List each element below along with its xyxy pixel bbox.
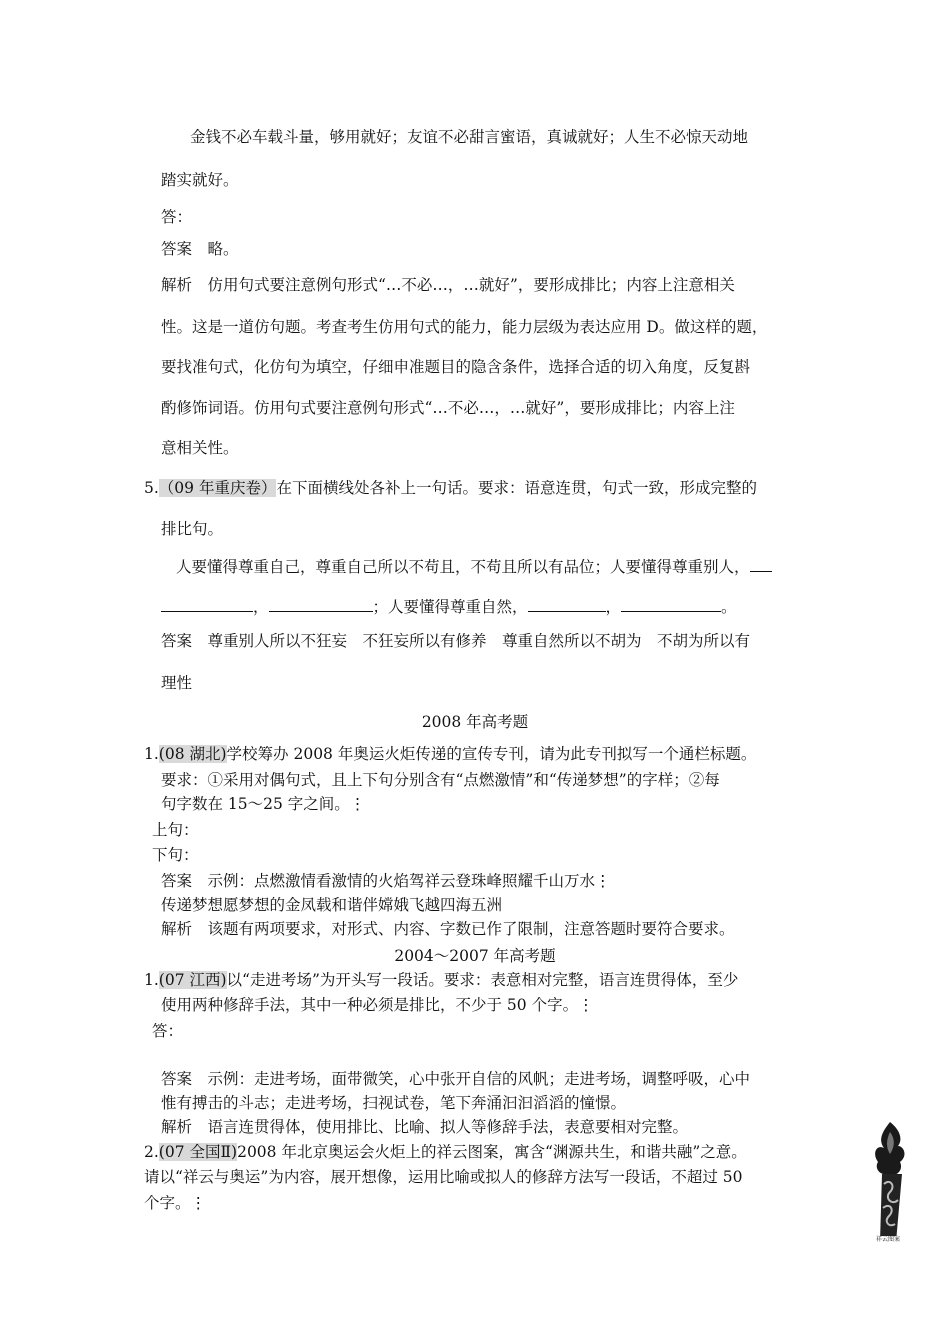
question-number: 5. — [144, 479, 159, 497]
question-5-blanks: ， ；人要懂得尊重自然， ， 。 — [161, 597, 737, 617]
question-2008-1-analysis: 解析 该题有两项要求，对形式、内容、字数已作了限制，注意答题时要符合要求。 — [161, 920, 735, 938]
analysis-line-1: 解析 仿用句式要注意例句形式“…不必…，…就好”，要形成排比；内容上注意相关 — [161, 276, 735, 294]
analysis-line-3: 要找准句式，化仿句为填空，仔细申准题目的隐含条件，选择合适的切入角度，反复斟 — [161, 358, 751, 376]
question-2008-1-req-2: 句字数在 15～25 字之间。⋮ — [161, 795, 366, 813]
section-title-2004-2007: 2004～2007 年高考题 — [394, 947, 556, 965]
question-5-stem — [144, 478, 757, 498]
question-source: (07 全国Ⅱ) — [158, 1143, 238, 1161]
question-source: （09 年重庆卷） — [158, 479, 277, 497]
olympic-torch-image — [860, 1118, 922, 1248]
question-5-text: 人要懂得尊重自己，尊重自己所以不苟且，不苟且所以有品位；人要懂得尊重别人， — [176, 557, 772, 577]
question-2007-2-stem-3: 个字。⋮ — [144, 1194, 207, 1212]
analysis-line-5: 意相关性。 — [161, 439, 239, 457]
passage-line-2: 踏实就好。 — [161, 171, 239, 189]
fill-blank[interactable] — [269, 597, 373, 612]
fill-blank[interactable] — [750, 557, 772, 572]
question-2007-2-stem: 2.(07 全国Ⅱ)2008 年北京奥运会火炬上的祥云图案，寓含“渊源共生，和谐共融”之意。 — [144, 1143, 747, 1161]
question-source: (07 江西) — [158, 971, 227, 989]
lower-line-label: 下句： — [152, 846, 199, 864]
question-5-stem-2: 排比句。 — [161, 520, 224, 538]
analysis-line-4: 酌修饰词语。仿用句式要注意例句形式“…不必…，…就好”，要形成排比；内容上注 — [161, 399, 735, 417]
answer-text: 答案 略。 — [161, 240, 239, 258]
question-stem: 在下面横线处各补上一句话。要求：语意连贯，句式一致，形成完整的 — [276, 479, 757, 497]
question-2007-1-answer-2: 惟有搏击的斗志；走进考场，扫视试卷，笔下奔涌汩汩滔滔的憧憬。 — [161, 1094, 627, 1112]
answer-label: 答： — [161, 208, 193, 226]
question-2007-1-stem: 1.(07 江西)以“走进考场”为开头写一段话。要求：表意相对完整，语言连贯得体，至少 — [144, 971, 739, 989]
fill-blank[interactable] — [161, 597, 253, 612]
answer-label: 答： — [152, 1022, 184, 1040]
torch-icon — [860, 1118, 922, 1248]
question-2007-1-stem-2: 使用两种修辞手法，其中一种必须是排比，不少于 50 个字。⋮ — [161, 996, 594, 1014]
question-2007-1-analysis: 解析 语言连贯得体，使用排比、比喻、拟人等修辞手法，表意要相对完整。 — [161, 1118, 689, 1136]
question-2008-1-stem: 1.(08 湖北)学校筹办 2008 年奥运火炬传递的宣传专刊，请为此专刊拟写一个通栏标题。 — [144, 745, 757, 763]
section-title-2008: 2008 年高考题 — [421, 713, 529, 731]
question-source: (08 湖北) — [158, 745, 227, 763]
fill-blank[interactable] — [621, 597, 721, 612]
question-5-answer-2: 理性 — [161, 674, 193, 692]
question-5-answer: 答案 尊重别人所以不狂妄 不狂妄所以有修养 尊重自然所以不胡为 不胡为所以有 — [161, 632, 751, 650]
question-2008-1-answer-1: 答案 示例：点燃激情看激情的火焰驾祥云登珠峰照耀千山万水⋮ — [161, 872, 611, 890]
fill-blank[interactable] — [528, 597, 606, 612]
question-2008-1-answer-2: 传递梦想愿梦想的金凤载和谐伴嫦娥飞越四海五洲 — [161, 896, 503, 914]
passage-line-1: 金钱不必车载斗量，够用就好；友谊不必甜言蜜语，真诚就好；人生不必惊天动地 — [190, 128, 749, 146]
upper-line-label: 上句： — [152, 821, 199, 839]
torch-caption: 祥云图案 — [876, 1236, 901, 1243]
question-2007-1-answer-1: 答案 示例：走进考场，面带微笑，心中张开自信的风帆；走进考场，调整呼吸，心中 — [161, 1070, 751, 1088]
question-2008-1-req-1: 要求：①采用对偶句式，且上下句分别含有“点燃激情”和“传递梦想”的字样；②每 — [161, 771, 720, 789]
analysis-line-2: 性。这是一道仿句题。考查考生仿用句式的能力，能力层级为表达应用 D。做这样的题， — [161, 318, 768, 336]
question-2007-2-stem-2: 请以“祥云与奥运”为内容，展开想像，运用比喻或拟人的修辞方法写一段话，不超过 50 — [144, 1168, 743, 1186]
